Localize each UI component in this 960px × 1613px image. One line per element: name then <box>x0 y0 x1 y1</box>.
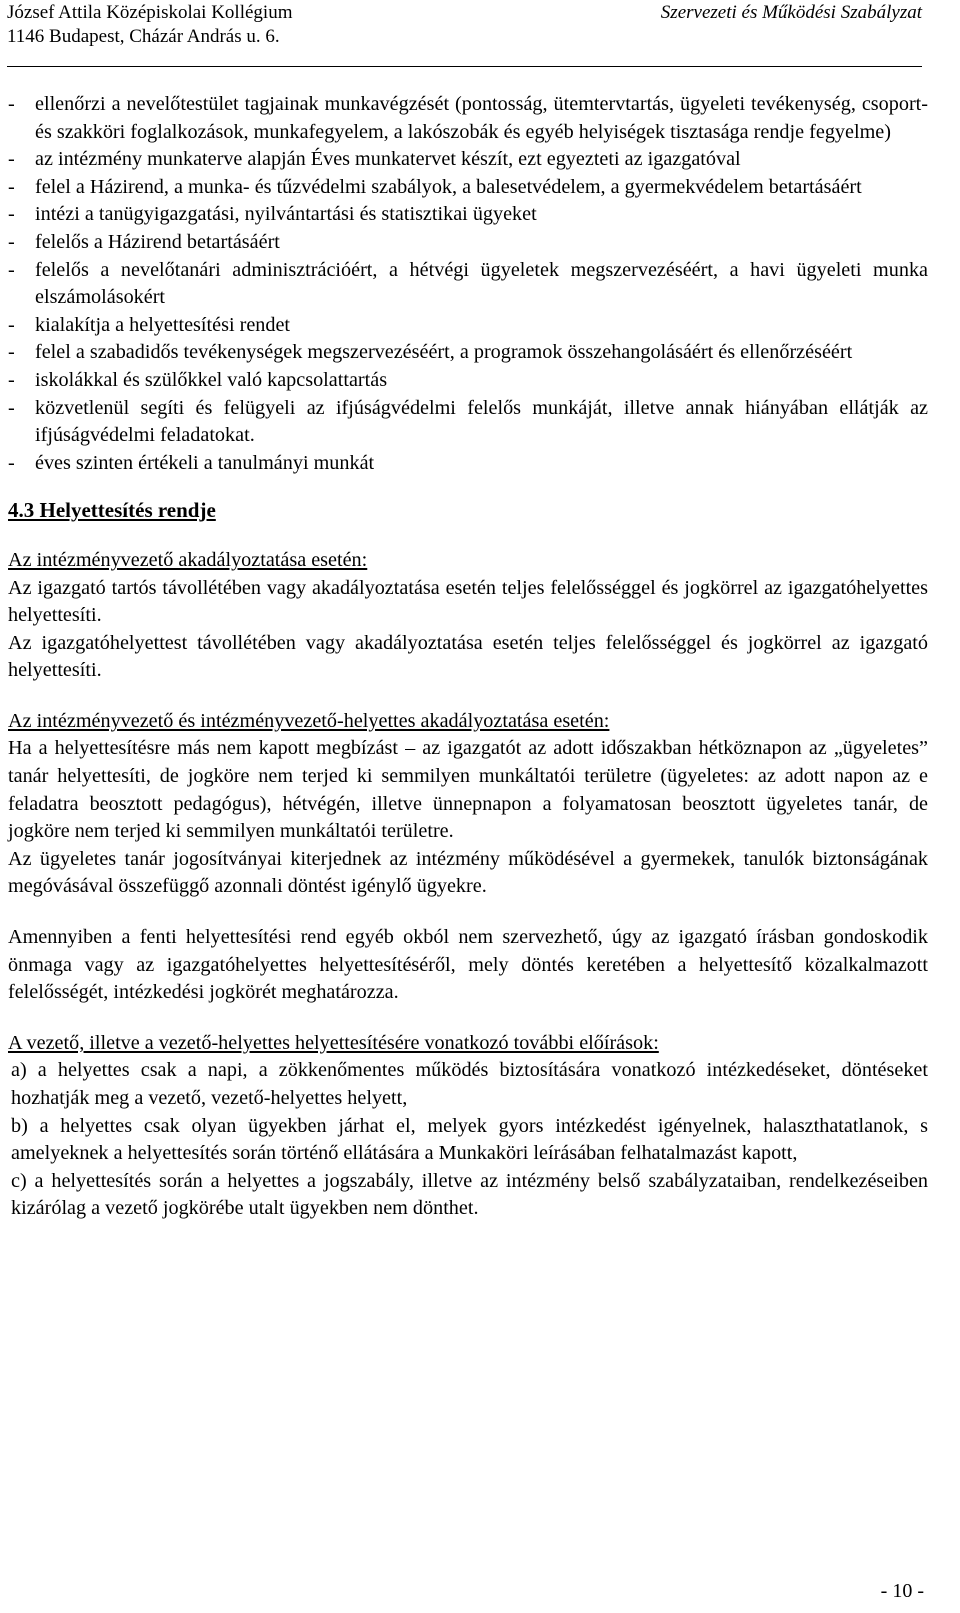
list-item: - felelős a Házirend betartásáért <box>8 229 928 257</box>
paragraph: Ha a helyettesítésre más nem kapott megbízást – az igazgatót az adott időszakban hétköznapon az „ügyeletes” tanár helyettesíti, de jogköre nem terjed ki semmilyen munkáltatói területre (ügyeletes: az adott napon az e feladatra beosztott pedagógus), hétvégén, illetve ünnepnapon a folyamatosan beosztott ügyeletes tanár, de jogköre nem terjed ki semmilyen munkáltatói területre. <box>8 737 928 843</box>
list-item: - ellenőrzi a nevelőtestület tagjainak munkavégzését (pontosság, ütemtervtartás, ügyeleti tevékenység, csoport- és szakköri foglalkozások, munkafegyelem, a lakószobák és egyéb helyiségek tisztasága rendje fegyelme) <box>8 91 928 146</box>
bullet-dash: - <box>8 313 15 336</box>
bullet-dash: - <box>8 148 15 171</box>
org-name: József Attila Középiskolai Kollégium <box>7 2 293 23</box>
subsection-title: Az intézményvezető és intézményvezető-helyettes akadályoztatása esetén: <box>8 709 610 732</box>
org-address: 1146 Budapest, Cházár András u. 6. <box>7 26 280 47</box>
list-item: - éves szinten értékeli a tanulmányi munkát <box>8 450 928 478</box>
duty-list <box>8 91 928 477</box>
document-title: Szervezeti és Működési Szabályzat <box>660 2 922 23</box>
rule-item: b) a helyettes csak olyan ügyekben járhat el, melyek gyors intézkedést igényelnek, halaszthatatlanok, s amelyeknek a helyettesítés során történő ellátására a Munkaköri leírásában felhatalmazást kapott, <box>11 1114 928 1165</box>
list-item: - kialakítja a helyettesítési rendet <box>8 312 928 340</box>
bullet-dash: - <box>8 230 15 253</box>
page-header <box>7 0 922 67</box>
bullet-dash: - <box>8 396 15 419</box>
list-item: - felelős a nevelőtanári adminisztrációért, a hétvégi ügyeletek megszervezéséért, a havi ügyeleti munka elszámolásokért <box>8 257 928 312</box>
bullet-dash: - <box>8 368 15 391</box>
subsection-title: A vezető, illetve a vezető-helyettes helyettesítésére vonatkozó további előírások: <box>8 1031 659 1054</box>
list-item: - közvetlenül segíti és felügyeli az ifjúságvédelmi felelős munkáját, illetve annak hiányában ellátják az ifjúságvédelmi feladatokat. <box>8 395 928 450</box>
list-item: - iskolákkal és szülőkkel való kapcsolattartás <box>8 367 928 395</box>
bullet-dash: - <box>8 175 15 198</box>
paragraph: Az ügyeletes tanár jogosítványai kiterjednek az intézmény működésével a gyermekek, tanulók biztonságának megóvásával összefüggő azonnali döntést igénylő ügyekre. <box>8 847 928 898</box>
page-number: - 10 - <box>880 1580 924 1602</box>
paragraph: Amennyiben a fenti helyettesítési rend egyéb okból nem szervezhető, úgy az igazgató írásban gondoskodik önmaga vagy az igazgatóhelyettes helyettesítéséről, mely döntés keretében a helyettesítő közalkalmazott felelősségét, intézkedési jogkörét meghatározza. <box>8 926 928 1004</box>
bullet-dash: - <box>8 203 15 226</box>
list-item: - felel a szabadidős tevékenységek megszervezéséért, a programok összehangolásáért és ellenőrzéséért <box>8 339 928 367</box>
bullet-dash: - <box>8 93 15 115</box>
list-item: - felel a Házirend, a munka- és tűzvédelmi szabályok, a balesetvédelem, a gyermekvédelem betartásáért <box>8 174 928 202</box>
subsection-title: Az intézményvezető akadályoztatása esetén: <box>8 548 368 571</box>
rule-item: a) a helyettes csak a napi, a zökkenőmentes működés biztosítására vonatkozó intézkedéseket, döntéseket hozhatják meg a vezető, vezető-helyettes helyett, <box>11 1059 928 1109</box>
bullet-dash: - <box>8 258 15 281</box>
list-item: - intézi a tanügyigazgatási, nyilvántartási és statisztikai ügyeket <box>8 201 928 229</box>
bullet-dash: - <box>8 451 15 474</box>
list-item: - az intézmény munkaterve alapján Éves munkatervet készít, ezt egyezteti az igazgatóval <box>8 146 928 174</box>
rule-item: c) a helyettesítés során a helyettes a jogszabály, illetve az intézmény belső szabályzataiban, rendelkezéseiben kizárólag a vezető jogkörébe utalt ügyekben nem dönthet. <box>11 1169 928 1220</box>
section-heading: 4.3 Helyettesítés rendje <box>8 498 216 523</box>
bullet-dash: - <box>8 341 15 364</box>
paragraph: Az igazgató tartós távollétében vagy akadályoztatása esetén teljes felelősséggel és jogkörrel az igazgatóhelyettes helyettesíti. <box>8 576 928 627</box>
paragraph: Az igazgatóhelyettest távollétében vagy akadályoztatása esetén teljes felelősséggel és jogkörrel az igazgató helyettesíti. <box>8 631 928 682</box>
page-content <box>8 91 928 1223</box>
